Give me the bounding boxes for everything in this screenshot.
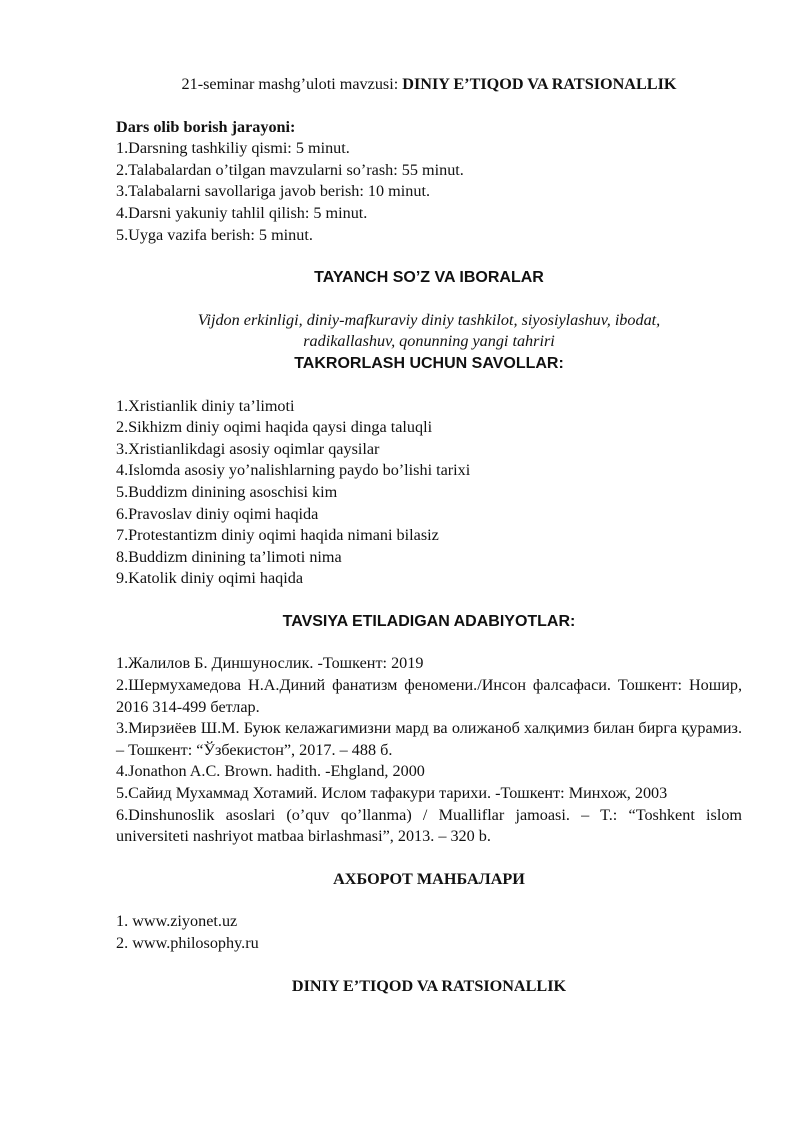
question-item: 1.Xristianlik diniy ta’limoti [116,396,295,415]
question-item: 5.Buddizm dinining asoschisi kim [116,482,338,501]
question-item: 8.Buddizm dinining ta’limoti nima [116,547,342,566]
questions-section [116,396,742,590]
question-item: 9.Katolik diniy oqimi haqida [116,569,304,588]
question-item: 7.Protestantizm diniy oqimi haqida nimani bilasiz [116,526,439,545]
next-topic-title: DINIY E’TIQOD VA RATSIONALLIK [291,976,567,995]
literature-section [116,611,742,848]
sources-section [116,869,742,955]
seminar-topic: DINIY E’TIQOD VA RATSIONALLIK [402,75,677,93]
lesson-process-section [116,117,742,247]
lesson-process-title: Dars olib borish jarayoni: [116,117,296,136]
lesson-process-item: 4.Darsni yakuniy tahlil qilish: 5 minut. [116,203,368,222]
lesson-process-item: 1.Darsning tashkiliy qismi: 5 minut. [116,139,350,158]
literature-item: 3.Мирзиёев Ш.М. Буюк келажагимизни мард ва олижаноб халқимиз билан бирга қурамиз. – Тошкент: “Ўзбекистон”, 2017. – 488 б. [116,719,742,759]
seminar-header-prefix: 21-seminar mashg’uloti mavzusi: [181,75,403,93]
sources-title: АХБОРОТ МАНБАЛАРИ [333,869,525,888]
keywords-line-2: radikallashuv, qonunning yangi tahriri [303,332,555,351]
lesson-process-item: 3.Talabalarni savollariga javob berish: 10 minut. [116,182,430,201]
keywords-section [116,267,742,374]
question-item: 3.Xristianlikdagi asosiy oqimlar qaysilar [116,439,380,458]
seminar-header [116,74,742,96]
lesson-process-item: 2.Talabalardan o’tilgan mavzularni so’rash: 55 minut. [116,160,464,179]
literature-item: 1.Жалилов Б. Диншунослик. -Тошкент: 2019 [116,654,424,673]
literature-item: 4.Jonathon A.C. Brown. hadith. -Ehgland, 2000 [116,762,425,781]
question-item: 2.Sikhizm diniy oqimi haqida qaysi dinga taluqli [116,418,433,437]
questions-title: TAKRORLASH UCHUN SAVOLLAR: [294,354,564,372]
question-item: 4.Islomda asosiy yo’nalishlarning paydo bo’lishi tarixi [116,461,471,480]
literature-item: 2.Шермухамедова Н.А.Диний фанатизм феномени./Инсон фалсафаси. Тошкент: Ношир, 2016 314-499 бетлар. [116,676,742,716]
source-link[interactable]: 2. www.philosophy.ru [116,934,259,952]
literature-title: TAVSIYA ETILADIGAN ADABIYOTLAR: [282,612,576,630]
document-page [116,74,742,997]
lesson-process-item: 5.Uyga vazifa berish: 5 minut. [116,225,313,244]
literature-item: 6.Dinshunoslik asoslari (o’quv qo’llanma) / Mualliflar jamoasi. – T.: “Toshkent islom universiteti nashriyot matbaa birlashmasi”, 2013. – 320 b. [116,805,742,846]
keywords-title: TAYANCH SO’Z VA IBORALAR [314,269,544,287]
keywords-line-1: Vijdon erkinligi, diniy-mafkuraviy diniy tashkilot, siyosiylashuv, ibodat, [197,310,661,329]
literature-item: 5.Сайид Мухаммад Хотамий. Ислом тафакури тарихи. -Тошкент: Минхож, 2003 [116,784,668,803]
source-link[interactable]: 1. www.ziyonet.uz [116,912,238,931]
question-item: 6.Pravoslav diniy oqimi haqida [116,504,319,523]
